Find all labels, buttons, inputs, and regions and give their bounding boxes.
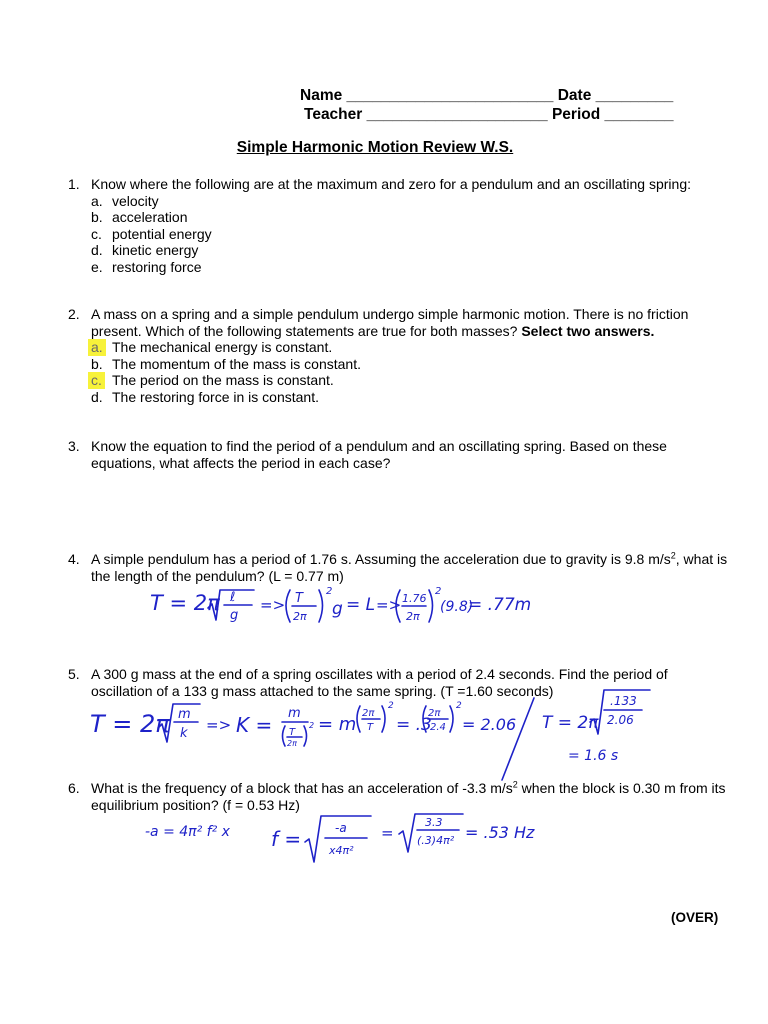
select-two-answers: Select two answers. bbox=[521, 322, 655, 339]
paren-right bbox=[450, 706, 453, 732]
teacher-period-row bbox=[300, 105, 730, 124]
list-item: e. restoring force bbox=[91, 258, 202, 275]
hw-text: = bbox=[381, 824, 394, 842]
list-item: a. The mechanical energy is constant. bbox=[91, 339, 728, 356]
over-label: (OVER) bbox=[671, 910, 719, 925]
hw-text: T bbox=[367, 722, 374, 733]
question-text: Know where the following are at the maximum and zero for a pendulum and an oscillating spring: bbox=[91, 176, 691, 192]
hw-text: = 1.6 s bbox=[568, 748, 619, 764]
hw-text: 2 bbox=[309, 721, 315, 730]
header-block bbox=[300, 86, 730, 124]
list-item: c. The period on the mass is constant. bbox=[91, 372, 728, 389]
paren-left bbox=[286, 590, 290, 622]
question-text: A 300 g mass at the end of a spring oscillates with a period of 2.4 seconds. Find the period of oscillation of a 133 g mass attached to the same spring. (T =1.60 seconds) bbox=[91, 666, 668, 699]
hw-text: 2π bbox=[428, 708, 441, 719]
hw-text: 2 bbox=[326, 586, 333, 597]
hw-text: T bbox=[295, 591, 303, 606]
hw-text: -a bbox=[335, 821, 347, 835]
question-3 bbox=[68, 438, 728, 471]
hw-text: ℓ bbox=[230, 590, 236, 605]
list-item: b. The momentum of the mass is constant. bbox=[91, 355, 361, 372]
handwritten-work-q5 bbox=[90, 688, 660, 788]
title-text: Simple Harmonic Motion Review W.S. bbox=[236, 139, 514, 156]
worksheet-title bbox=[0, 140, 768, 157]
hw-text: = m bbox=[318, 714, 357, 735]
question-number: 2. bbox=[68, 306, 80, 322]
date-label: Date bbox=[557, 87, 592, 104]
question-text: A simple pendulum has a period of 1.76 s. Assuming the acceleration due to gravity is 9.8 $m/s^2$, what is the length of the pendulum? (L = 0.77 m) bbox=[91, 550, 728, 584]
hw-text: -a = 4π² f² x bbox=[145, 824, 230, 840]
slash-divider bbox=[502, 698, 534, 780]
paren-left bbox=[283, 726, 286, 746]
highlighted-letter: a. bbox=[88, 339, 106, 356]
hw-text: = 2.06 bbox=[462, 715, 517, 734]
teacher-blank: _____________________ bbox=[366, 106, 548, 123]
question-text: A mass on a spring and a simple pendulum undergo simple harmonic motion. There is no friction present. Which of the following statements are true for both masses? Select two answers. bbox=[91, 306, 689, 339]
question-number: 1. bbox=[68, 176, 80, 192]
name-label: Name bbox=[300, 87, 343, 104]
hw-text: 2π bbox=[406, 610, 420, 623]
name-blank: ________________________ bbox=[346, 87, 554, 104]
period-label: Period bbox=[551, 106, 601, 123]
question-text: What is the frequency of a block that has an acceleration of -3.3 $m/s^2$ when the block is 0.30 m from its equilibrium position? (f = 0.53 Hz) bbox=[91, 779, 726, 813]
paren-right bbox=[382, 706, 385, 732]
hw-text: = .77m bbox=[468, 595, 532, 615]
hw-text: 2.06 bbox=[607, 713, 634, 727]
hw-text: K = bbox=[236, 713, 273, 737]
hw-text: 2π bbox=[287, 739, 297, 748]
question-text: Know the equation to find the period of a pendulum and an oscillating spring. Based on these equations, what affects the period in each case? bbox=[91, 438, 667, 471]
question-number: 6. bbox=[68, 780, 80, 796]
hw-text: 2 bbox=[435, 586, 442, 597]
hw-text: m bbox=[178, 707, 191, 722]
hw-text: = .53 Hz bbox=[465, 823, 535, 842]
hw-text: 2π bbox=[362, 708, 375, 719]
question-number: 4. bbox=[68, 551, 80, 567]
hw-text: m bbox=[288, 706, 301, 721]
hw-text: (9.8) bbox=[440, 599, 474, 615]
list-item: a. velocity bbox=[91, 192, 159, 209]
list-item: c. potential energy bbox=[91, 225, 212, 242]
hw-text: T = 2π bbox=[150, 591, 220, 615]
paren-right bbox=[319, 590, 323, 622]
hw-text: = L bbox=[346, 595, 376, 615]
hw-text: 2π bbox=[293, 610, 307, 623]
hw-text: g bbox=[332, 599, 343, 619]
hw-text: .133 bbox=[610, 694, 637, 708]
hw-text: T bbox=[289, 727, 296, 738]
period-blank: ________ bbox=[604, 106, 674, 123]
hw-text: x4π² bbox=[329, 844, 354, 857]
hw-text: = .3 bbox=[396, 715, 432, 735]
answer-list bbox=[68, 339, 728, 405]
hw-text: 2 bbox=[456, 701, 462, 711]
paren-left bbox=[357, 706, 360, 732]
name-date-row bbox=[300, 86, 730, 105]
hw-text: 1.76 bbox=[402, 592, 427, 605]
hw-text: T = 2π bbox=[90, 710, 170, 738]
hw-text: T = 2π bbox=[542, 713, 599, 733]
question-4 bbox=[68, 551, 728, 584]
hw-text: f = bbox=[271, 827, 302, 851]
hw-text: => bbox=[376, 596, 402, 614]
hw-text: 3.3 bbox=[425, 816, 443, 829]
hw-text: => bbox=[260, 596, 286, 614]
list-item: b. acceleration bbox=[91, 209, 188, 225]
answer-list bbox=[68, 193, 728, 276]
handwritten-work-q6 bbox=[145, 810, 565, 874]
handwritten-work-q4 bbox=[150, 584, 532, 628]
hw-text: => bbox=[206, 716, 232, 734]
question-1 bbox=[68, 176, 728, 275]
teacher-label: Teacher bbox=[304, 106, 363, 123]
paren-right bbox=[429, 590, 433, 622]
hw-text: k bbox=[180, 726, 188, 741]
hw-text: 2 bbox=[388, 701, 394, 711]
date-blank: _________ bbox=[595, 87, 674, 104]
list-item: d. kinetic energy bbox=[91, 242, 199, 258]
question-2 bbox=[68, 306, 728, 405]
highlighted-letter: c. bbox=[88, 372, 105, 389]
hw-text: 2.4 bbox=[430, 722, 446, 733]
hw-text: g bbox=[230, 608, 239, 623]
paren-right bbox=[304, 726, 307, 746]
question-number: 5. bbox=[68, 666, 80, 682]
hw-text: (.3)4π² bbox=[417, 834, 455, 847]
question-number: 3. bbox=[68, 438, 80, 454]
list-item: d. The restoring force in is constant. bbox=[91, 388, 319, 405]
